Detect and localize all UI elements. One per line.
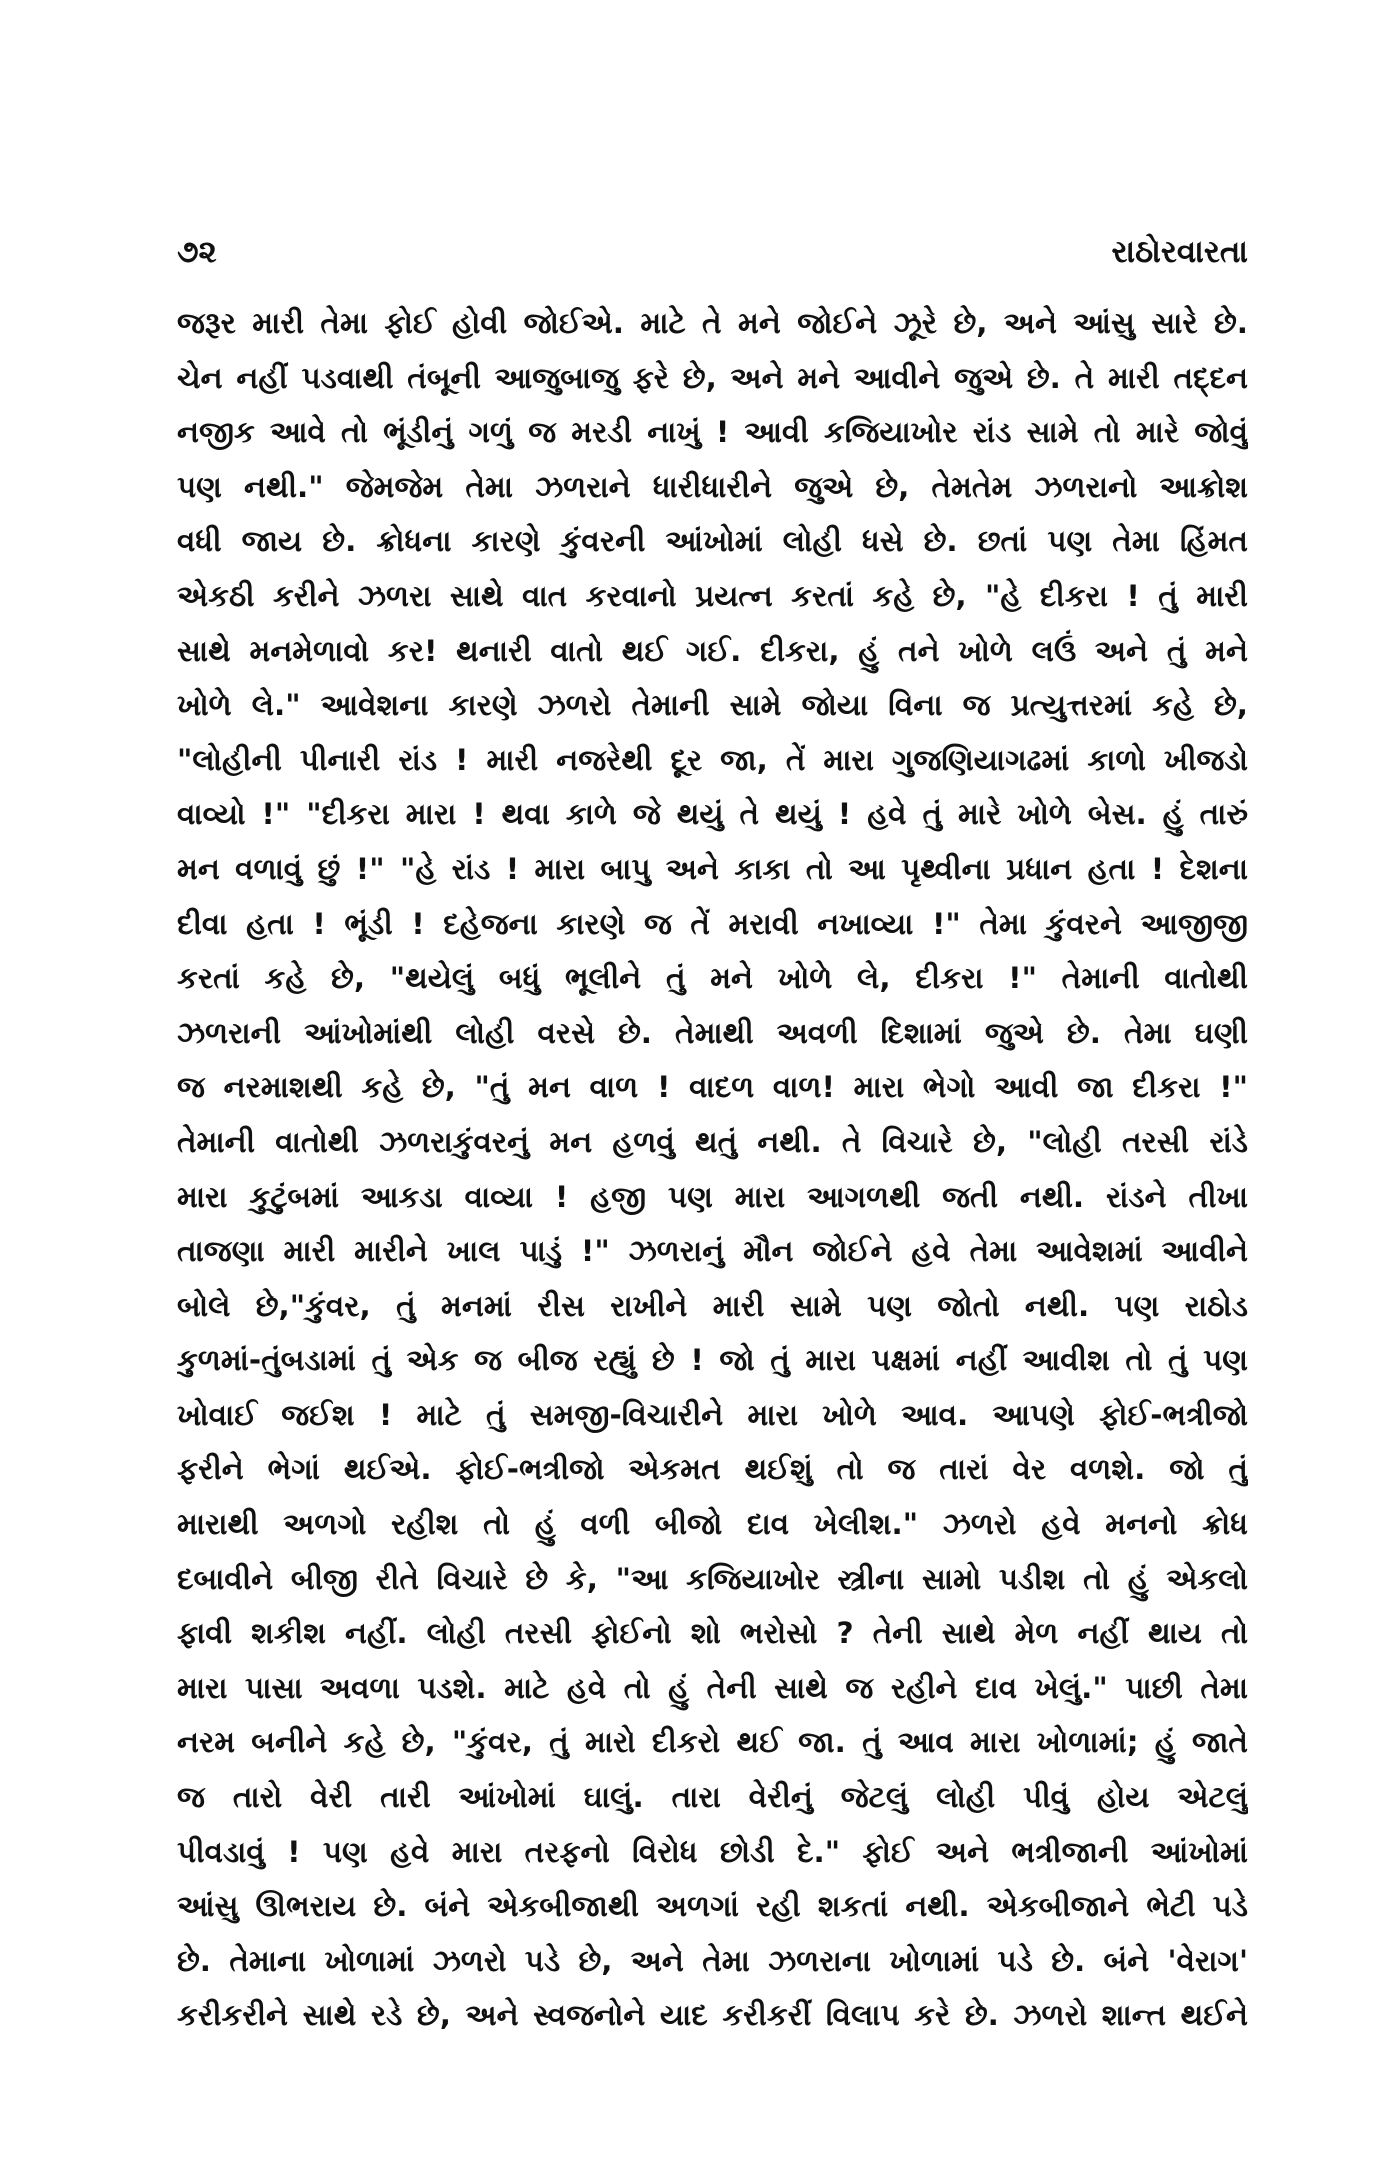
text-line: ચેન નહીં પડવાથી તંબૂની આજુબાજુ ફરે છે, અને મને આવીને જુએ છે. તે મારી તદ્દન <box>177 360 1248 395</box>
text-line: આંસુ ઊભરાય છે. બંને એકબીજાથી અળગાં રહી શકતાં નથી. એકબીજાને ભેટી પડે <box>177 1889 1248 1924</box>
text-line: દીવા હતા ! ભૂંડી ! દહેજના કારણે જ તેં મરાવી નખાવ્યા !" તેમા કુંવરને આજીજી <box>177 906 1248 941</box>
text-line: કુળમાં-તુંબડામાં તું એક જ બીજ રહ્યું છે ! જો તું મારા પક્ષમાં નહીં આવીશ તો તું પણ <box>177 1343 1248 1378</box>
text-line: મન વળાવું છું !" "હે રાંડ ! મારા બાપુ અને કાકા તો આ પૃથ્વીના પ્રધાન હતા ! દેશના <box>177 851 1248 886</box>
text-line: ફાવી શકીશ નહીં. લોહી તરસી ફોઈનો શો ભરોસો ? તેની સાથે મેળ નહીં થાય તો <box>177 1616 1248 1651</box>
text-line: છે. તેમાના ખોળામાં ઝળરો પડે છે, અને તેમા ઝળરાના ખોળામાં પડે છે. બંને 'વેરાગ' <box>177 1943 1248 1978</box>
book-title: રાઠોરવારતા <box>1111 234 1248 270</box>
text-line: જ તારો વેરી તારી આંખોમાં ઘાલું. તારા વેરીનું જેટલું લોહી પીવું હોય એટલું <box>177 1780 1248 1815</box>
text-line: દબાવીને બીજી રીતે વિચારે છે કે, "આ કજિયાખોર સ્ત્રીના સામો પડીશ તો હું એકલો <box>177 1561 1248 1596</box>
text-line: ખોળે લે." આવેશના કારણે ઝળરો તેમાની સામે જોયા વિના જ પ્રત્યુત્તરમાં કહે છે, <box>177 688 1248 723</box>
text-line: સાથે મનમેળાવો કર! થનારી વાતો થઈ ગઈ. દીકરા, હું તને ખોળે લઉં અને તું મને <box>177 633 1248 668</box>
text-line: ખોવાઈ જઈશ ! માટે તું સમજી-વિચારીને મારા ખોળે આવ. આપણે ફોઈ-ભત્રીજો <box>177 1397 1248 1432</box>
body-text <box>177 296 1248 2043</box>
text-line: તેમાની વાતોથી ઝળરાકુંવરનું મન હળવું થતું નથી. તે વિચારે છે, "લોહી તરસી રાંડે <box>177 1124 1248 1159</box>
text-line: કરતાં કહે છે, "થયેલું બધું ભૂલીને તું મને ખોળે લે, દીકરા !" તેમાની વાતોથી <box>177 961 1248 996</box>
text-line: પણ નથી." જેમજેમ તેમા ઝળરાને ધારીધારીને જુએ છે, તેમતેમ ઝળરાનો આક્રોશ <box>177 469 1248 504</box>
text-line: પીવડાવું ! પણ હવે મારા તરફનો વિરોધ છોડી દે." ફોઈ અને ભત્રીજાની આંખોમાં <box>177 1834 1248 1869</box>
text-line: "લોહીની પીનારી રાંડ ! મારી નજરેથી દૂર જા, તેં મારા ગુજણિયાગઢમાં કાળો ખીજડો <box>177 742 1248 777</box>
text-line: ઝળરાની આંખોમાંથી લોહી વરસે છે. તેમાથી અવળી દિશામાં જુએ છે. તેમા ઘણી <box>177 1015 1248 1050</box>
text-line: ફરીને ભેગાં થઈએ. ફોઈ-ભત્રીજો એકમત થઈશું તો જ તારાં વેર વળશે. જો તું <box>177 1452 1248 1487</box>
text-line: નજીક આવે તો ભૂંડીનું ગળું જ મરડી નાખું ! આવી કજિયાખોર રાંડ સામે તો મારે જોવું <box>177 415 1248 450</box>
text-line: વધી જાય છે. ક્રોધના કારણે કુંવરની આંખોમાં લોહી ધસે છે. છતાં પણ તેમા હિંમત <box>177 524 1248 559</box>
text-line: નરમ બનીને કહે છે, "કુંવર, તું મારો દીકરો થઈ જા. તું આવ મારા ખોળામાં; હું જાતે <box>177 1725 1248 1760</box>
text-line: બોલે છે,"કુંવર, તું મનમાં રીસ રાખીને મારી સામે પણ જોતો નથી. પણ રાઠોડ <box>177 1288 1248 1323</box>
text-line: વાવ્યો !" "દીકરા મારા ! થવા કાળે જે થયું તે થયું ! હવે તું મારે ખોળે બેસ. હું તારું <box>177 797 1248 832</box>
text-line: જ નરમાશથી કહે છે, "તું મન વાળ ! વાદળ વાળ! મારા ભેગો આવી જા દીકરા !" <box>177 1070 1248 1105</box>
text-line: જરૂર મારી તેમા ફોઈ હોવી જોઈએ. માટે તે મને જોઈને ઝૂરે છે, અને આંસુ સારે છે. <box>177 306 1248 340</box>
text-line: મારાથી અળગો રહીશ તો હું વળી બીજો દાવ ખેલીશ." ઝળરો હવે મનનો ક્રોધ <box>177 1507 1248 1542</box>
running-header <box>177 228 1248 276</box>
text-line: એકઠી કરીને ઝળરા સાથે વાત કરવાનો પ્રયત્ન કરતાં કહે છે, "હે દીકરા ! તું મારી <box>177 578 1248 613</box>
text-line: મારા પાસા અવળા પડશે. માટે હવે તો હું તેની સાથે જ રહીને દાવ ખેલું." પાછી તેમા <box>177 1670 1248 1705</box>
text-line: કરીકરીને સાથે રડે છે, અને સ્વજનોને યાદ કરીકરીં વિલાપ કરે છે. ઝળરો શાન્ત થઈને <box>177 1998 1248 2033</box>
text-line: મારા કુટુંબમાં આકડા વાવ્યા ! હજી પણ મારા આગળથી જતી નથી. રાંડને તીખા <box>177 1179 1248 1214</box>
page-number: ૭૨ <box>177 234 217 270</box>
text-line: તાજણા મારી મારીને ખાલ પાડું !" ઝળરાનું મૌન જોઈને હવે તેમા આવેશમાં આવીને <box>177 1234 1248 1269</box>
